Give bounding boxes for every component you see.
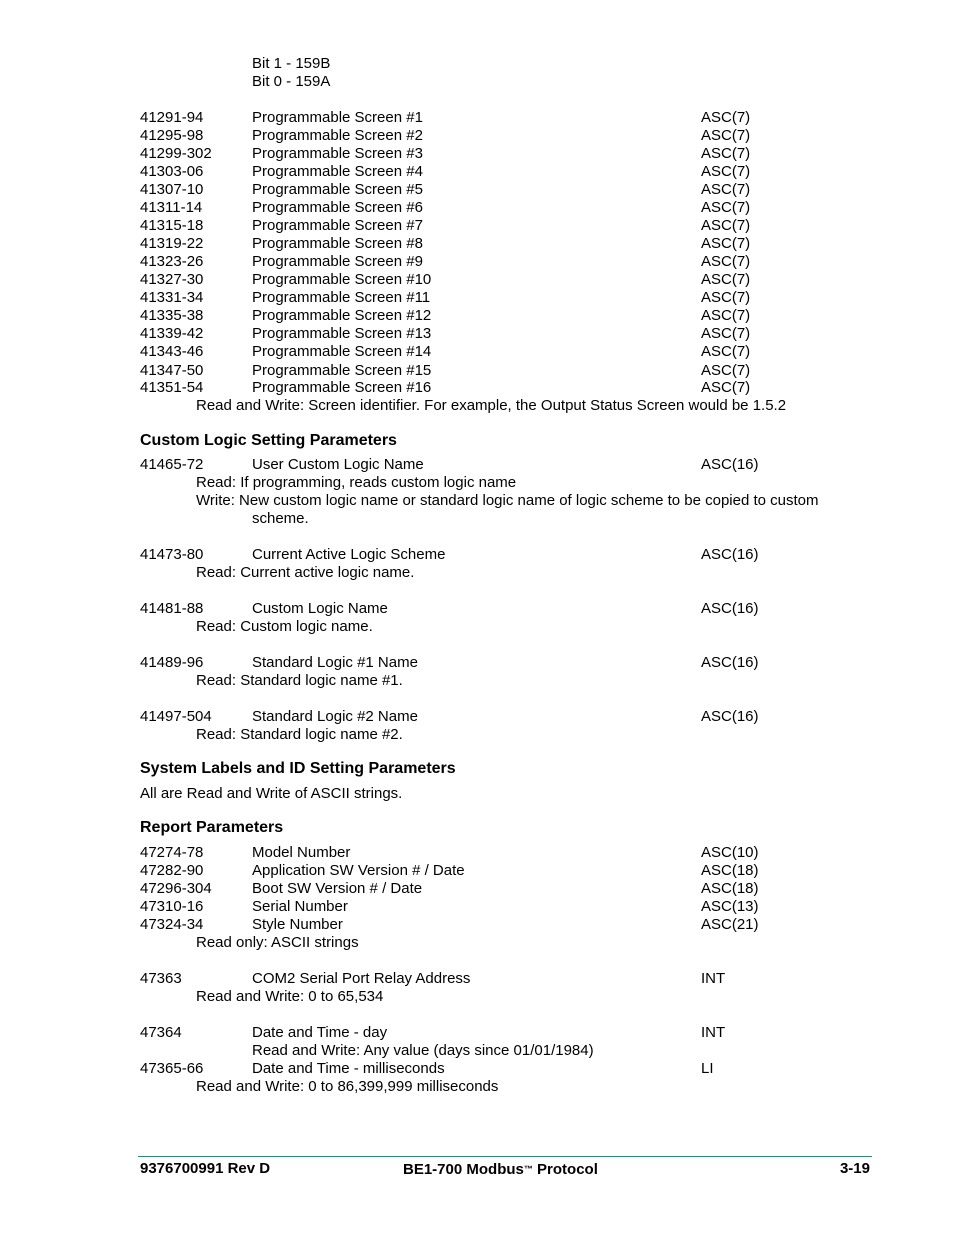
parameter-cell: Programmable Screen #10 xyxy=(252,271,432,288)
type-cell: ASC(18) xyxy=(701,880,759,897)
parameter-cell: Programmable Screen #8 xyxy=(252,235,423,252)
register-cell: 41347-50 xyxy=(140,362,204,379)
parameter-cell: Programmable Screen #12 xyxy=(252,307,432,324)
register-cell: 41473-80 xyxy=(140,546,204,563)
type-cell: ASC(7) xyxy=(701,127,751,144)
register-cell: 41351-54 xyxy=(140,379,204,396)
section-heading-system-labels: System Labels and ID Setting Parameters xyxy=(140,760,456,777)
parameter-cell: Standard Logic #1 Name xyxy=(252,654,418,671)
type-cell: ASC(16) xyxy=(701,456,759,473)
type-cell: ASC(7) xyxy=(701,181,751,198)
register-cell: 47296-304 xyxy=(140,880,212,897)
type-cell: ASC(7) xyxy=(701,362,751,379)
register-cell: 41339-42 xyxy=(140,325,204,342)
type-cell: ASC(7) xyxy=(701,145,751,162)
register-cell: 41327-30 xyxy=(140,271,204,288)
parameter-cell: Programmable Screen #13 xyxy=(252,325,432,342)
parameter-cell: Boot SW Version # / Date xyxy=(252,880,423,897)
register-cell: 47363 xyxy=(140,970,182,987)
parameter-cell: Date and Time - day xyxy=(252,1024,388,1041)
type-cell: ASC(18) xyxy=(701,862,759,879)
type-cell: ASC(7) xyxy=(701,271,751,288)
parameter-cell: Programmable Screen #1 xyxy=(252,109,423,126)
footer-title-text: BE1-700 Modbus xyxy=(403,1161,524,1178)
read-note: Read: Standard logic name #1. xyxy=(196,672,403,689)
type-cell: INT xyxy=(701,1024,726,1041)
register-cell: 41497-504 xyxy=(140,708,212,725)
footer-rule xyxy=(138,1156,872,1157)
register-cell: 41295-98 xyxy=(140,127,204,144)
parameter-cell: COM2 Serial Port Relay Address xyxy=(252,970,471,987)
type-cell: ASC(7) xyxy=(701,217,751,234)
section-heading-custom-logic: Custom Logic Setting Parameters xyxy=(140,432,397,449)
footer-title-suffix: Protocol xyxy=(532,1161,598,1178)
bit-line: Bit 0 - 159A xyxy=(252,73,331,90)
write-note: Write: New custom logic name or standard logic name of logic scheme to be copied to custom xyxy=(196,492,819,509)
register-cell: 41465-72 xyxy=(140,456,204,473)
parameter-cell: Programmable Screen #2 xyxy=(252,127,423,144)
footer-title xyxy=(403,1160,598,1179)
parameter-cell: Current Active Logic Scheme xyxy=(252,546,446,563)
type-cell: ASC(10) xyxy=(701,844,759,861)
register-cell: 41311-14 xyxy=(140,199,203,216)
parameter-cell: Programmable Screen #6 xyxy=(252,199,423,216)
read-note: Read: Custom logic name. xyxy=(196,618,373,635)
register-cell: 41319-22 xyxy=(140,235,204,252)
parameter-cell: Programmable Screen #9 xyxy=(252,253,423,270)
register-cell: 47274-78 xyxy=(140,844,204,861)
parameter-cell: Model Number xyxy=(252,844,351,861)
screens-note: Read and Write: Screen identifier. For example, the Output Status Screen would be 1.5.2 xyxy=(196,397,787,414)
type-cell: ASC(7) xyxy=(701,199,751,216)
read-note: Read: Current active logic name. xyxy=(196,564,415,581)
register-cell: 41335-38 xyxy=(140,307,204,324)
type-cell: ASC(7) xyxy=(701,379,751,396)
register-cell: 41303-06 xyxy=(140,163,204,180)
register-cell: 47324-34 xyxy=(140,916,204,933)
type-cell: ASC(16) xyxy=(701,546,759,563)
parameter-cell: Style Number xyxy=(252,916,343,933)
system-labels-text: All are Read and Write of ASCII strings. xyxy=(140,785,403,802)
type-cell: ASC(16) xyxy=(701,654,759,671)
read-note: Read: If programming, reads custom logic name xyxy=(196,474,517,491)
parameter-cell: Standard Logic #2 Name xyxy=(252,708,418,725)
type-cell: INT xyxy=(701,970,726,987)
read-note: Read: Standard logic name #2. xyxy=(196,726,403,743)
type-cell: ASC(16) xyxy=(701,600,759,617)
register-cell: 41307-10 xyxy=(140,181,204,198)
type-cell: ASC(7) xyxy=(701,307,751,324)
type-cell: ASC(16) xyxy=(701,708,759,725)
parameter-cell: Programmable Screen #5 xyxy=(252,181,423,198)
register-cell: 41489-96 xyxy=(140,654,204,671)
read-write-note: Read and Write: Any value (days since 01/01/1984) xyxy=(252,1042,594,1059)
parameter-cell: User Custom Logic Name xyxy=(252,456,424,473)
parameter-cell: Custom Logic Name xyxy=(252,600,388,617)
register-cell: 41291-94 xyxy=(140,109,204,126)
type-cell: ASC(21) xyxy=(701,916,759,933)
register-cell: 41331-34 xyxy=(140,289,204,306)
register-cell: 41323-26 xyxy=(140,253,204,270)
parameter-cell: Application SW Version # / Date xyxy=(252,862,465,879)
parameter-cell: Programmable Screen #15 xyxy=(252,362,432,379)
parameter-cell: Programmable Screen #7 xyxy=(252,217,423,234)
register-cell: 47364 xyxy=(140,1024,182,1041)
parameter-cell: Programmable Screen #11 xyxy=(252,289,431,306)
register-cell: 47310-16 xyxy=(140,898,204,915)
type-cell: LI xyxy=(701,1060,714,1077)
read-write-note: Read and Write: 0 to 86,399,999 milliseconds xyxy=(196,1078,499,1095)
type-cell: ASC(7) xyxy=(701,343,751,360)
register-cell: 41481-88 xyxy=(140,600,204,617)
register-cell: 41315-18 xyxy=(140,217,204,234)
type-cell: ASC(7) xyxy=(701,163,751,180)
parameter-cell: Serial Number xyxy=(252,898,348,915)
parameter-cell: Programmable Screen #4 xyxy=(252,163,423,180)
type-cell: ASC(13) xyxy=(701,898,759,915)
bit-line: Bit 1 - 159B xyxy=(252,55,331,72)
type-cell: ASC(7) xyxy=(701,235,751,252)
write-note-continued: scheme. xyxy=(252,510,309,527)
parameter-cell: Programmable Screen #14 xyxy=(252,343,432,360)
type-cell: ASC(7) xyxy=(701,253,751,270)
footer-page-number: 3-19 xyxy=(839,1160,870,1177)
parameter-cell: Programmable Screen #3 xyxy=(252,145,423,162)
type-cell: ASC(7) xyxy=(701,109,751,126)
section-heading-report: Report Parameters xyxy=(140,819,284,836)
register-cell: 41343-46 xyxy=(140,343,204,360)
register-cell: 47282-90 xyxy=(140,862,204,879)
read-note: Read only: ASCII strings xyxy=(196,934,359,951)
trademark-symbol: ™ xyxy=(523,1164,533,1174)
footer-doc-number: 9376700991 Rev D xyxy=(140,1160,271,1177)
type-cell: ASC(7) xyxy=(701,325,751,342)
parameter-cell: Date and Time - milliseconds xyxy=(252,1060,445,1077)
register-cell: 41299-302 xyxy=(140,145,212,162)
register-cell: 47365-66 xyxy=(140,1060,204,1077)
read-write-note: Read and Write: 0 to 65,534 xyxy=(196,988,384,1005)
type-cell: ASC(7) xyxy=(701,289,751,306)
parameter-cell: Programmable Screen #16 xyxy=(252,379,432,396)
